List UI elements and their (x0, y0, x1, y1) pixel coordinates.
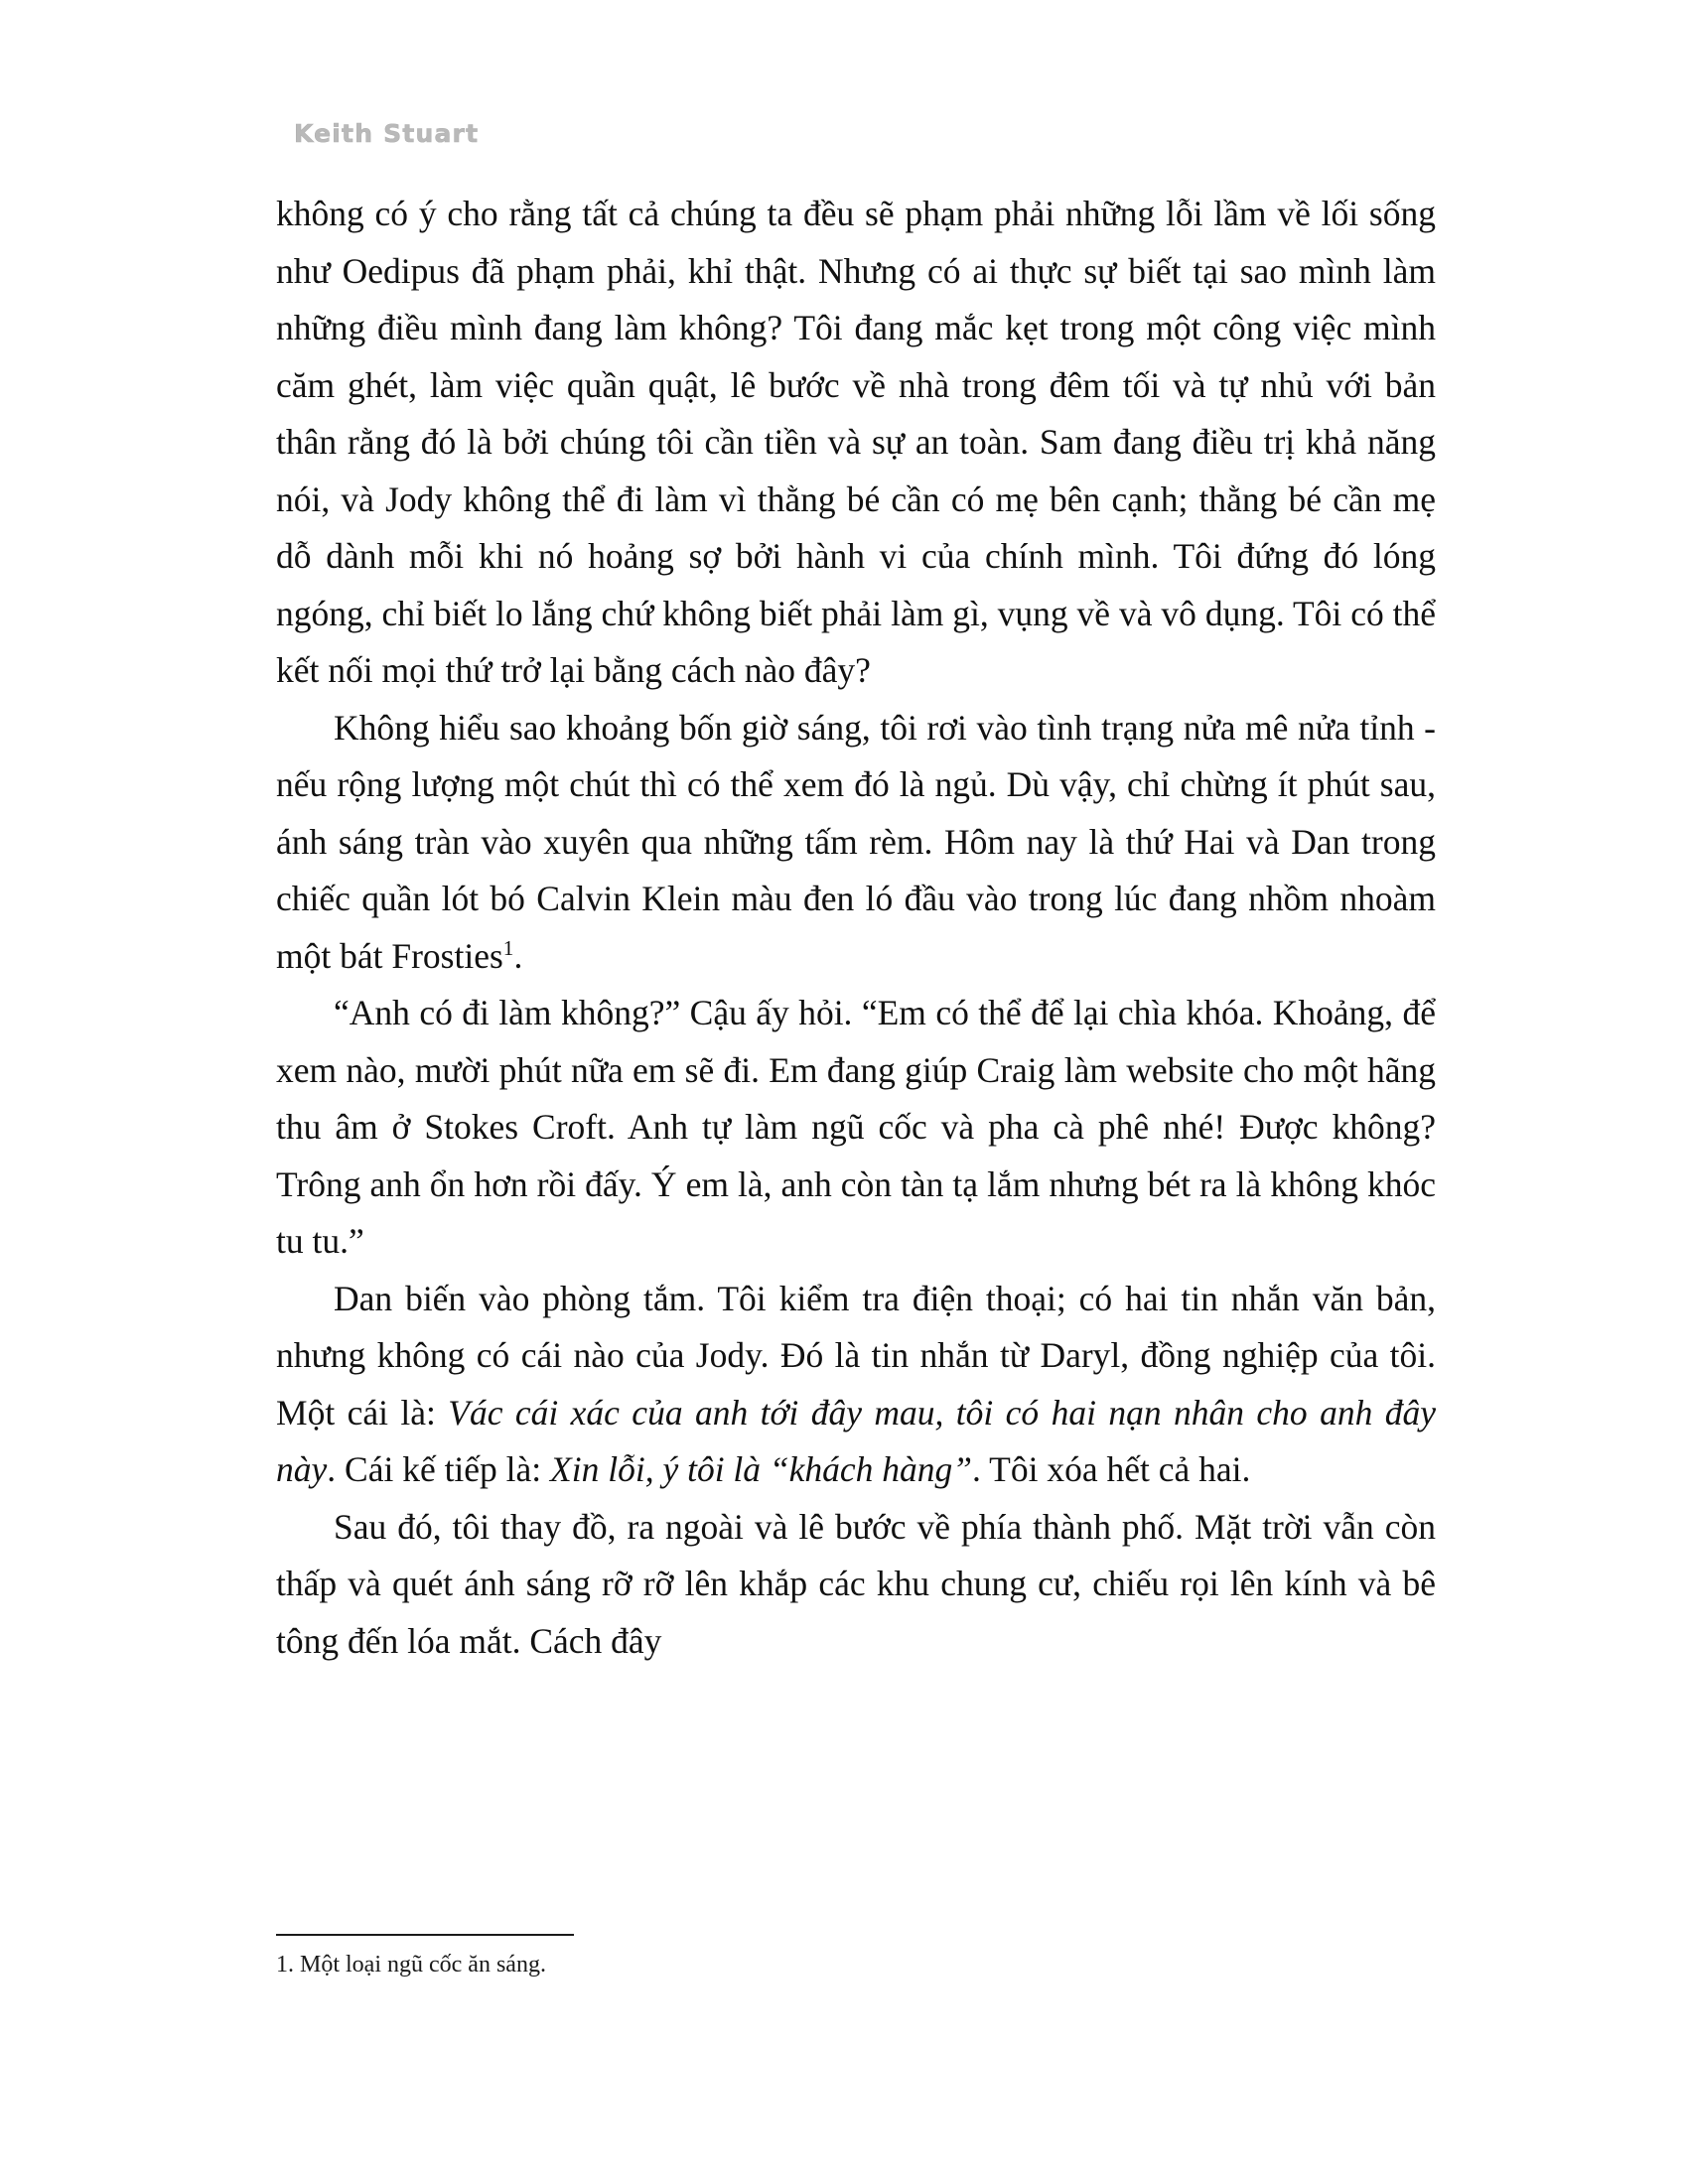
text-run: Không hiểu sao khoảng bốn giờ sáng, tôi rơi vào tình trạng nửa mê nửa tỉnh - nếu rộng lượng một chút thì có thể xem đó là ngủ. Dù vậy, chỉ chừng ít phút sau, ánh sáng tràn vào xuyên qua những tấm rèm. Hôm nay là thứ Hai và Dan trong chiếc quần lót bó Calvin Klein màu đen ló đầu vào trong lúc đang nhồm nhoàm một bát Frosties (276, 707, 1436, 976)
paragraph (276, 186, 1436, 700)
paragraph (276, 1499, 1436, 1671)
text-run: Dan biến vào phòng tắm. Tôi kiểm tra điện thoại; có hai tin nhắn văn bản, nhưng không có cái nào của Jody. Đó là tin nhắn từ Daryl, đồng nghiệp của tôi. Một cái là: (276, 1278, 1436, 1433)
footnote-marker: 1 (502, 935, 514, 960)
text-run: Sau đó, tôi thay đồ, ra ngoài và lê bước về phía thành phố. Mặt trời vẫn còn thấp và quét ánh sáng rỡ rỡ lên khắp các khu chung cư, chiếu rọi lên kính và bê tông đến lóa mắt. Cách đây (276, 1506, 1436, 1661)
text-run: . Cái kế tiếp là: (327, 1449, 551, 1489)
running-head-author: Keith Stuart (294, 119, 480, 148)
text-run: “Anh có đi làm không?” Cậu ấy hỏi. “Em có thể để lại chìa khóa. Khoảng, để xem nào, mười phút nữa em sẽ đi. Em đang giúp Craig làm website cho một hãng thu âm ở Stokes Croft. Anh tự làm ngũ cốc và pha cà phê nhé! Được không? Trông anh ổn hơn rồi đấy. Ý em là, anh còn tàn tạ lắm nhưng bét ra là không khóc tu tu.” (276, 993, 1436, 1261)
text-run: . (513, 935, 523, 976)
text-run: không có ý cho rằng tất cả chúng ta đều sẽ phạm phải những lỗi lầm về lối sống như Oedipus đã phạm phải, khỉ thật. Nhưng có ai thực sự biết tại sao mình làm những điều mình đang làm không? Tôi đang mắc kẹt trong một công việc mình căm ghét, làm việc quần quật, lê bước về nhà trong đêm tối và tự nhủ với bản thân rằng đó là bởi chúng tôi cần tiền và sự an toàn. Sam đang điều trị khả năng nói, và Jody không thể đi làm vì thằng bé cần có mẹ bên cạnh; thằng bé cần mẹ dỗ dành mỗi khi nó hoảng sợ bởi hành vi của chính mình. Tôi đứng đó lóng ngóng, chỉ biết lo lắng chứ không biết phải làm gì, vụng về và vô dụng. Tôi có thể kết nối mọi thứ trở lại bằng cách nào đây? (276, 194, 1436, 690)
text-run: . Tôi xóa hết cả hai. (972, 1449, 1251, 1489)
footnote-text: 1. Một loại ngũ cốc ăn sáng. (276, 1952, 546, 1978)
paragraph (276, 1271, 1436, 1499)
page-content (276, 119, 1436, 1670)
footnote-separator (276, 1934, 574, 1936)
paragraph (276, 985, 1436, 1271)
italic-run: Xin lỗi, ý tôi là “khách hàng” (550, 1449, 973, 1489)
paragraph (276, 700, 1436, 986)
body-text (276, 186, 1436, 1670)
italic-run: Vác cái xác của anh tới đây mau, tôi có hai nạn nhân cho anh đây này (276, 1392, 1436, 1489)
